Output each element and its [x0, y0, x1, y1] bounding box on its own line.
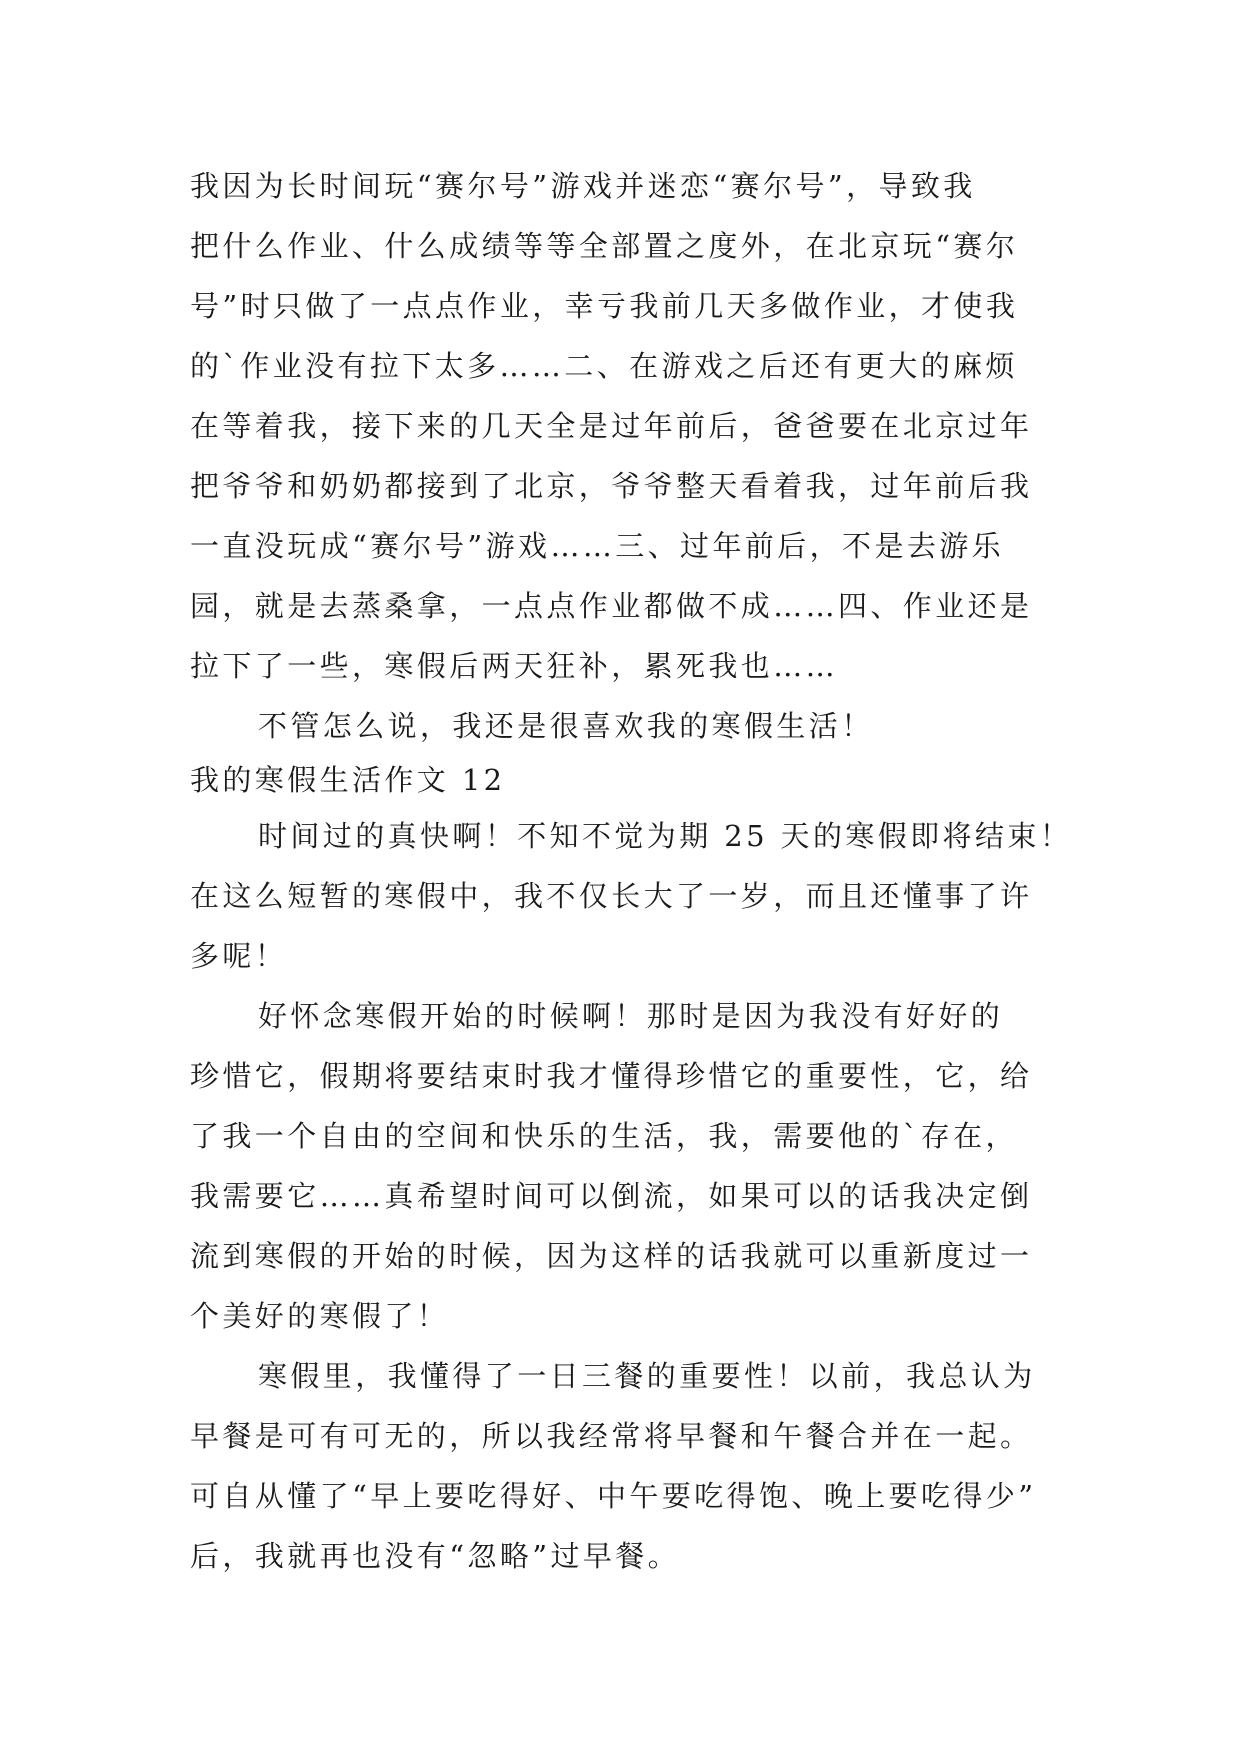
paragraph-line: 园，就是去蒸桑拿，一点点作业都做不成……四、作业还是	[190, 589, 1033, 623]
paragraph-line: 可自从懂了“早上要吃得好、中午要吃得饱、晚上要吃得少”	[190, 1479, 1037, 1513]
paragraph-line: 不管怎么说，我还是很喜欢我的寒假生活！	[258, 709, 874, 743]
paragraph-line: 我因为长时间玩“赛尔号”游戏并迷恋“赛尔号”，导致我	[190, 169, 976, 203]
paragraph-line: 珍惜它，假期将要结束时我才懂得珍惜它的重要性，它，给	[190, 1059, 1033, 1093]
paragraph-line: 在等着我，接下来的几天全是过年前后，爸爸要在北京过年	[190, 409, 1033, 443]
section-heading: 我的寒假生活作文 12	[190, 763, 506, 797]
paragraph-line: 一直没玩成“赛尔号”游戏……三、过年前后，不是去游乐	[190, 529, 1005, 563]
paragraph-line: 寒假里，我懂得了一日三餐的重要性！以前，我总认为	[258, 1359, 1036, 1393]
paragraph-line: 早餐是可有可无的，所以我经常将早餐和午餐合并在一起。	[190, 1419, 1033, 1453]
paragraph-line: 后，我就再也没有“忽略”过早餐。	[190, 1539, 681, 1573]
paragraph-line: 我需要它……真希望时间可以倒流，如果可以的话我决定倒	[190, 1179, 1033, 1213]
paragraph-line: 个美好的寒假了！	[190, 1299, 450, 1333]
paragraph-line: 号”时只做了一点点作业，幸亏我前几天多做作业，才使我	[190, 289, 1019, 323]
paragraph-line: 把什么作业、什么成绩等等全部置之度外，在北京玩“赛尔	[190, 229, 1019, 263]
paragraph-line: 好怀念寒假开始的时候啊！那时是因为我没有好好的	[258, 999, 1004, 1033]
paragraph-line: 流到寒假的开始的时候，因为这样的话我就可以重新度过一	[190, 1239, 1033, 1273]
paragraph-line: 了我一个自由的空间和快乐的生活，我，需要他的`存在，	[190, 1119, 1018, 1153]
paragraph-line: 把爷爷和奶奶都接到了北京，爷爷整天看着我，过年前后我	[190, 469, 1033, 503]
paragraph-line: 拉下了一些，寒假后两天狂补，累死我也……	[190, 649, 839, 683]
paragraph-line: 时间过的真快啊！不知不觉为期 25 天的寒假即将结束！	[258, 819, 1073, 853]
paragraph-line: 多呢！	[190, 939, 288, 973]
paragraph-line: 的`作业没有拉下太多……二、在游戏之后还有更大的麻烦	[190, 349, 1018, 383]
paragraph-line: 在这么短暂的寒假中，我不仅长大了一岁，而且还懂事了许	[190, 879, 1033, 913]
